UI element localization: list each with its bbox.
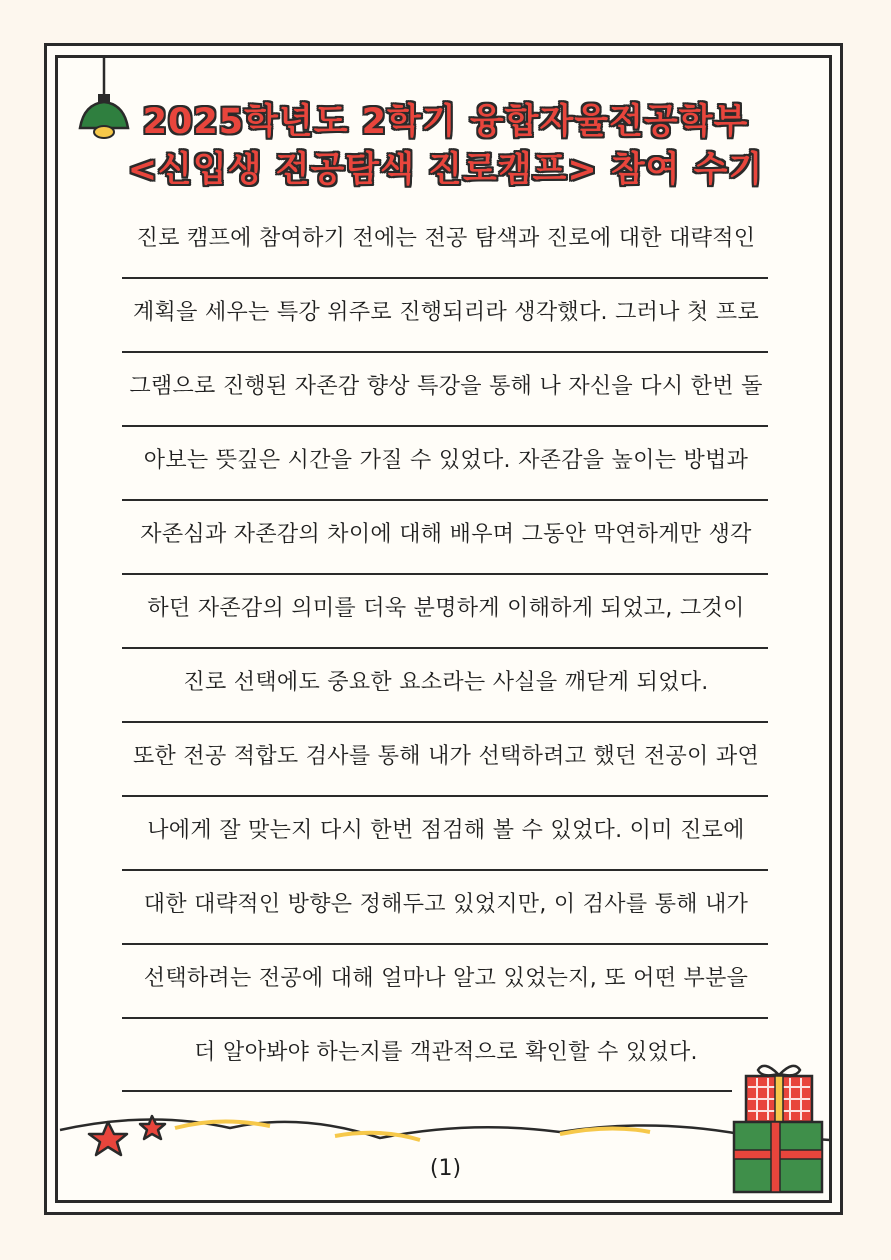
rule-line bbox=[122, 425, 768, 427]
body-line: 진로 캠프에 참여하기 전에는 전공 탐색과 진로에 대한 대략적인 bbox=[136, 226, 756, 251]
document-title-line-2: <신입생 전공탐색 진로캠프> 참여 수기 bbox=[127, 150, 764, 190]
rule-line bbox=[122, 869, 768, 871]
body-line: 선택하려는 전공에 대해 얼마나 알고 있었는지, 또 어떤 부분을 bbox=[143, 966, 749, 991]
rule-line bbox=[122, 1090, 732, 1092]
body-line: 자존심과 자존감의 차이에 대해 배우며 그동안 막연하게만 생각 bbox=[140, 522, 752, 547]
rule-line bbox=[122, 943, 768, 945]
body-line: 그램으로 진행된 자존감 향상 특강을 통해 나 자신을 다시 한번 돌 bbox=[129, 374, 763, 399]
snow-ground bbox=[60, 1119, 830, 1140]
body-line: 아보는 뜻깊은 시간을 가질 수 있었다. 자존감을 높이는 방법과 bbox=[143, 448, 749, 473]
body-line: 계획을 세우는 특강 위주로 진행되리라 생각했다. 그러나 첫 프로 bbox=[133, 300, 759, 325]
body-line: 진로 선택에도 중요한 요소라는 사실을 깨닫게 되었다. bbox=[183, 670, 709, 695]
body-line: 나에게 잘 맞는지 다시 한번 점검해 볼 수 있었다. 이미 진로에 bbox=[147, 818, 745, 843]
rule-line bbox=[122, 647, 768, 649]
body-line: 대한 대략적인 방향은 정해두고 있었지만, 이 검사를 통해 내가 bbox=[143, 892, 749, 917]
rule-line bbox=[122, 795, 768, 797]
rule-line bbox=[122, 721, 768, 723]
document-title-line-1: 2025학년도 2학기 융합자율전공학부 bbox=[142, 102, 749, 142]
page-number: (1) bbox=[429, 1156, 462, 1181]
body-line: 하던 자존감의 의미를 더욱 분명하게 이해하게 되었고, 그것이 bbox=[147, 596, 745, 621]
rule-line bbox=[122, 277, 768, 279]
rule-line bbox=[122, 351, 768, 353]
rule-line bbox=[122, 499, 768, 501]
rule-line bbox=[122, 573, 768, 575]
rule-line bbox=[122, 1017, 768, 1019]
body-line: 또한 전공 적합도 검사를 통해 내가 선택하려고 했던 전공이 과연 bbox=[133, 744, 759, 769]
body-line: 더 알아봐야 하는지를 객관적으로 확인할 수 있었다. bbox=[194, 1040, 698, 1065]
